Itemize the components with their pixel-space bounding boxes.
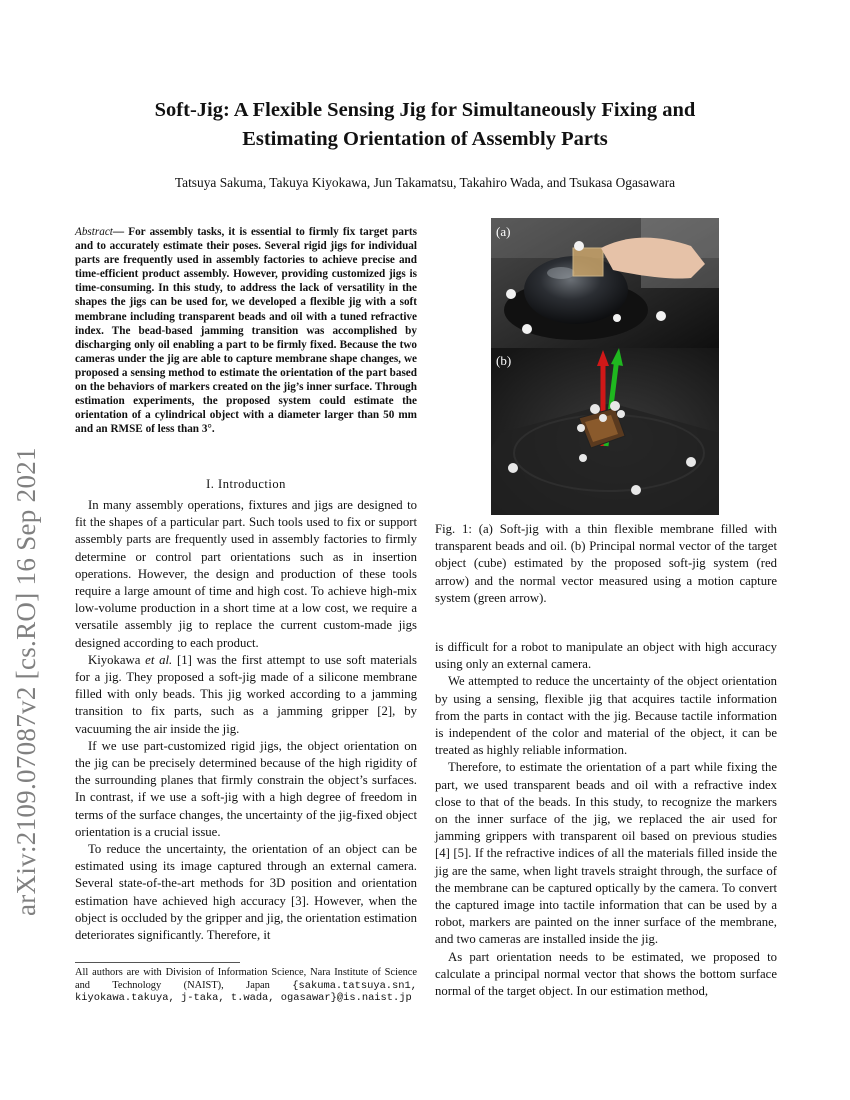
marker-ball	[613, 314, 621, 322]
title-line-1: Soft-Jig: A Flexible Sensing Jig for Simultaneously Fixing and	[154, 99, 696, 121]
marker-ball	[599, 414, 607, 422]
title-line-2: Estimating Orientation of Assembly Parts	[242, 128, 608, 150]
figure-1-caption: Fig. 1: (a) Soft-jig with a thin flexible membrane filled with transparent beads and oil. (b) Principal normal vector of the target object (cube) estimated by the proposed soft-jig system (red arrow) and the normal vector measured using a motion capture system (green arrow).	[435, 522, 777, 605]
figure-1-graphic	[491, 218, 719, 515]
marker-ball	[522, 324, 532, 334]
arxiv-identifier: arXiv:2109.07087v2 [cs.RO] 16 Sep 2021	[11, 447, 41, 916]
footnote	[75, 967, 417, 1005]
intro-paragraph-1: In many assembly operations, fixtures and jigs are designed to fit the shapes of a particular part. Such tools used to fix or support assembly parts are frequently used in assembly factories to firmly determine or control part orientations such as in insertion operations. However, the design and production of these tools require a large amount of time and high cost. To achieve high-mix low-volume production in a short time at a low cost, we require a versatile assembly jig to replace the current custom-made jigs designed according to each product.	[75, 498, 417, 650]
footnote-affiliation: All authors are with Division of Information Science, Nara Institute of Science and Technology (NAIST), Japan	[75, 967, 417, 991]
intro-paragraph-2: Kiyokawa et al. [1] was the first attempt to use soft materials for a jig. They proposed a soft-jig made of a silicone membrane filled with only beads. This jig worked according to a jamming transition to fix parts, such as a jamming gripper [2], by vacuuming the air inside the jig.	[75, 652, 417, 736]
left-column-body	[75, 497, 417, 944]
panel-label-b: (b)	[496, 353, 512, 368]
marker-ball	[590, 404, 600, 414]
intro-paragraph-3: If we use part-customized rigid jigs, the object orientation on the jig can be precisely determined because of the high rigidity of the surrounding planes that firmly constrain the object’s surfaces. In contrast, if we use a soft-jig with a high degree of freedom in terms of the surface changes, the uncertainty of the jig-fixed object orientation is a crucial issue.	[75, 738, 417, 839]
section-heading-introduction: I. Introduction	[206, 477, 286, 491]
footnote-rule	[75, 962, 240, 963]
marker-ball	[579, 454, 587, 462]
right-paragraph-1: is difficult for a robot to manipulate an object with high accuracy using only an external camera.	[435, 640, 777, 672]
marker-ball	[506, 289, 516, 299]
marker-ball	[574, 241, 584, 251]
abstract	[75, 225, 417, 436]
paper-title	[80, 96, 770, 154]
abstract-label: Abstract	[75, 226, 113, 238]
marker-ball	[631, 485, 641, 495]
marker-ball	[508, 463, 518, 473]
figure-1	[491, 218, 719, 515]
abstract-text: — For assembly tasks, it is essential to firmly fix target parts and to accurately estimate their poses. Several rigid jigs for individual parts are frequently used in assembly factories to achieve precise and time-efficient product assembly. However, providing customized jigs is time-consuming. In this study, to address the lack of versatility in the shapes the jigs can be used for, we developed a flexible jig with a soft membrane including transparent beads and oil with a tuned refractive index. The bead-based jamming transition was accomplished by discharging only oil enabling a part to be firmly fixed. Because the two cameras under the jig are able to capture membrane shape changes, we proposed a sensing method to estimate the orientation of the part based on the behaviors of markers created on the jig’s inner surface. Through estimation experiments, the proposed system could estimate the orientation of a cylindrical object with a diameter larger than 50 mm and an RMSE of less than 3°.	[75, 226, 417, 436]
intro-paragraph-4: To reduce the uncertainty, the orientation of an object can be estimated using its image captured through an external camera. Several state-of-the-art methods for 3D position and orientation estimation have achieved high accuracy [3]. However, when the object is occluded by the gripper and jig, the orientation estimation deteriorates significantly. Therefore, it	[75, 842, 417, 943]
marker-ball	[617, 410, 625, 418]
right-paragraph-4: As part orientation needs to be estimated, we proposed to calculate a principal normal vector that shows the bottom surface normal of the target object. In our estimation method,	[435, 949, 777, 999]
marker-ball	[610, 401, 620, 411]
right-paragraph-3: Therefore, to estimate the orientation of a part while fixing the part, we used transparent beads and oil with a refractive index close to that of the beads. In this study, to recognize the markers on the inner surface of the jig, we replaced the air used for jamming grippers with transparent oil based on previous studies [4] [5]. If the refractive indices of all the materials filled inside the jig are the same, when light travels straight through, the surface of the membrane can be captured optically by the camera. To convert the captured image into tactile information that can be used by a robot, markers are painted on the inner surface of the membrane, and two cameras are installed inside the jig.	[435, 760, 777, 947]
marker-ball	[686, 457, 696, 467]
footnote-emails: {sakuma.tatsuya.sn1, kiyokawa.takuya, j-taka, t.wada, ogasawar}@is.naist.jp	[75, 979, 417, 1004]
target-part-a	[573, 248, 603, 276]
author-list: Tatsuya Sakuma, Takuya Kiyokawa, Jun Takamatsu, Takahiro Wada, and Tsukasa Ogasawara	[174, 175, 676, 190]
marker-ball	[656, 311, 666, 321]
marker-ball	[577, 424, 585, 432]
panel-label-a: (a)	[496, 224, 511, 239]
right-paragraph-2: We attempted to reduce the uncertainty of the object orientation by using a sensing, flexible jig that acquires tactile information from the parts in contact with the jig. Because tactile information is independent of the color and material of the object, it can be treated as highly reliable information.	[435, 674, 777, 758]
right-column-body	[435, 639, 777, 1000]
